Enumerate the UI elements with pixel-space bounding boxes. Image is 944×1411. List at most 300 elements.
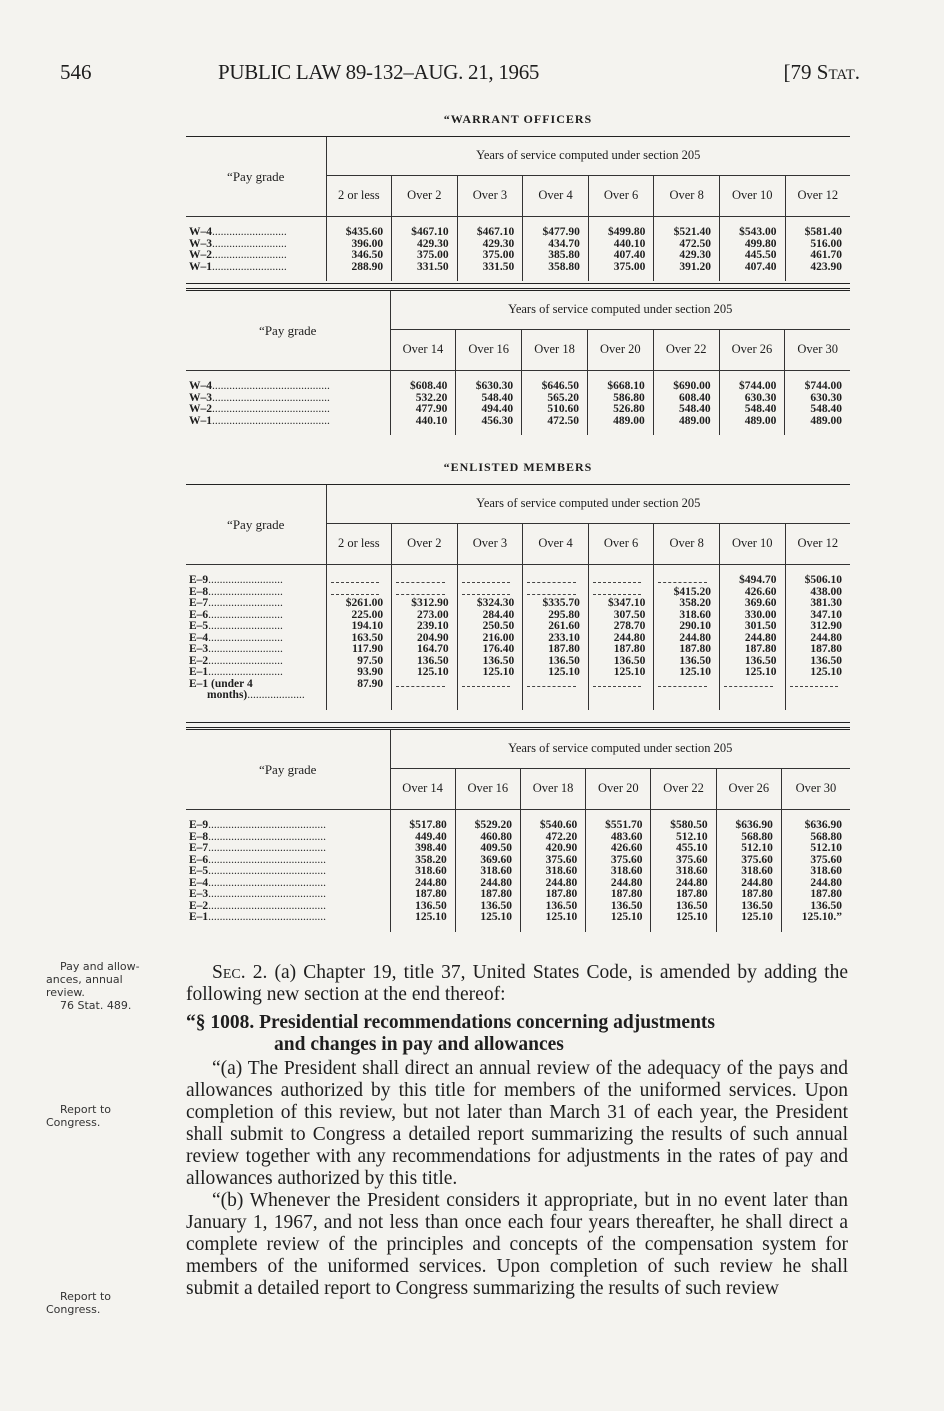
pay-value: 420.90 [545, 842, 578, 854]
pay-value: 176.40 [482, 643, 515, 655]
enlisted-members-table-part1 [186, 484, 850, 710]
margin-note-line: review. [46, 986, 85, 999]
pay-grade-label: E–3 [189, 888, 209, 900]
pay-value-cell [781, 912, 850, 932]
pay-value: 187.80 [545, 888, 578, 900]
pay-value: 396.00 [351, 237, 384, 250]
leader-dots: ......................................... [208, 853, 327, 866]
pay-value-cell [390, 912, 455, 932]
pay-value: 489.00 [744, 414, 777, 427]
pay-grade-label: E–2 [189, 899, 209, 912]
column-header: Over 4 [523, 524, 589, 565]
empty-cell-dash [593, 575, 642, 583]
column-header: Over 14 [390, 330, 456, 371]
years-of-service-header: Years of service computed under section 205 [390, 291, 850, 330]
pay-value: 278.70 [613, 620, 646, 632]
empty-cell-dash [658, 679, 707, 687]
margin-note-citation: 76 Stat. 489. [60, 999, 132, 1012]
pay-value: 375.60 [810, 853, 842, 866]
volume-ref-prefix: [79 [783, 60, 817, 84]
leader-dots: .......................... [212, 226, 287, 238]
pay-grade-label: E–1 (under 4 months) [189, 677, 253, 701]
pay-value-cell [719, 679, 785, 710]
pay-value: 409.50 [480, 842, 512, 854]
pay-value-cell [586, 912, 651, 932]
pay-value: 97.50 [357, 654, 384, 667]
pay-value: $608.40 [409, 380, 448, 392]
pay-value: 398.40 [415, 842, 447, 854]
pay-value: 301.50 [744, 620, 777, 632]
years-of-service-header: Years of service computed under section 205 [326, 485, 850, 524]
pay-value: 445.50 [744, 249, 777, 261]
pay-value-cell [654, 679, 720, 710]
pay-value: 125.10 [679, 666, 711, 678]
column-header: Over 26 [716, 769, 781, 810]
pay-value: 318.60 [545, 865, 578, 877]
pay-value: 125.10 [415, 911, 447, 923]
column-header: Over 3 [457, 176, 523, 217]
pay-value: 288.90 [351, 260, 384, 273]
pay-value: 125.10 [810, 666, 842, 678]
pay-value: 568.80 [741, 830, 773, 843]
pay-grade-label: W–2 [189, 403, 212, 415]
column-header: Over 10 [719, 176, 785, 217]
margin-note-line: Report to [60, 1290, 112, 1303]
pay-value: 93.90 [357, 666, 384, 678]
pay-value: 244.80 [480, 876, 512, 889]
pay-value: 512.10 [741, 842, 773, 854]
pay-value: 358.20 [679, 597, 711, 609]
pay-value: 407.40 [744, 260, 777, 273]
paragraph-a: “(a) The President shall direct an annual review of the adequacy of the pays and allowances authorized by this title for members of the uniformed services. Upon completion of this review, but not later than March 31 of each year, the President shall submit to Congress a detailed report summarizing the results of such annual review together with any recommendations for adjustments in the rates of pay and allowances authorized by this title. [186, 1058, 848, 1189]
empty-cell-dash [593, 679, 642, 687]
pay-value: 136.50 [676, 899, 708, 912]
pay-value: 244.80 [744, 631, 777, 644]
pay-value: $467.10 [476, 226, 515, 238]
table-header-row [186, 730, 850, 769]
column-header: Over 8 [654, 524, 720, 565]
empty-cell-dash [658, 575, 707, 583]
pay-value-cell [523, 575, 589, 587]
column-header: Over 20 [586, 769, 651, 810]
pay-value: 438.00 [810, 585, 842, 598]
spacer-cell [457, 565, 523, 576]
pay-value-cell [457, 262, 523, 282]
pay-value-cell [392, 575, 458, 587]
pay-value: 489.00 [613, 414, 645, 427]
pay-value-cell [392, 262, 458, 282]
pay-value: $636.90 [804, 819, 842, 831]
pay-value: 244.80 [679, 631, 711, 644]
pay-value: 125.10 [545, 911, 578, 923]
column-header: Over 2 [392, 524, 458, 565]
pay-value: 125.10 [676, 911, 708, 923]
pay-grade-label: E–5 [189, 865, 209, 877]
pay-value: 630.30 [744, 391, 777, 404]
pay-value: 331.50 [482, 260, 515, 273]
margin-note-line: Report to [60, 1103, 112, 1116]
pay-grade-label: E–5 [189, 620, 209, 632]
pay-value-cell [588, 667, 654, 679]
empty-cell-dash [396, 575, 445, 583]
pay-value: 426.60 [610, 842, 643, 854]
leader-dots: ......................................... [208, 888, 327, 900]
pay-grade-label: E–2 [189, 654, 209, 667]
table-row [186, 679, 850, 710]
pay-value: 318.60 [741, 865, 773, 877]
pay-value: $668.10 [607, 380, 645, 392]
pay-grade-label: W–3 [189, 237, 212, 250]
pay-value-cell [326, 679, 392, 710]
pay-value: 136.50 [810, 899, 842, 912]
column-header: Over 14 [390, 769, 455, 810]
pay-value: 429.30 [482, 237, 515, 250]
pay-grade-label: E–1 [189, 911, 209, 923]
pay-value: 244.80 [610, 876, 643, 889]
pay-value: 273.00 [417, 608, 449, 621]
pay-grade-label: E–3 [189, 643, 209, 655]
column-header: Over 6 [588, 176, 654, 217]
pay-value: 216.00 [482, 631, 515, 644]
pay-value: 455.10 [676, 842, 708, 854]
pay-value: 375.60 [610, 853, 643, 866]
empty-cell-dash [331, 587, 380, 595]
pay-grade-label: W–1 [189, 414, 212, 427]
pay-value: 187.80 [741, 888, 773, 900]
pay-grade-label: E–7 [189, 842, 209, 854]
column-header: Over 16 [455, 769, 520, 810]
pay-value-cell [392, 667, 458, 679]
pay-value: 187.80 [676, 888, 708, 900]
pay-value-cell [654, 667, 720, 679]
pay-value: 187.80 [548, 643, 580, 655]
pay-value: $467.10 [411, 226, 449, 238]
pay-value: 429.30 [417, 237, 449, 250]
pay-value-cell [390, 416, 456, 436]
pay-value: 295.80 [548, 608, 580, 621]
pay-value: 565.20 [547, 391, 579, 404]
margin-note-pay-review [46, 960, 166, 1012]
leader-dots: .......................... [212, 260, 287, 273]
pay-value: 244.80 [545, 876, 578, 889]
table-row [186, 667, 850, 679]
pay-value: $543.00 [739, 226, 777, 238]
pay-value: 244.80 [415, 876, 447, 889]
pay-value-cell [523, 262, 589, 282]
pay-grade-header: “Pay grade [186, 291, 390, 371]
pay-value: 423.90 [810, 260, 842, 273]
pay-value: $744.00 [739, 380, 777, 392]
table-divider [186, 283, 850, 289]
empty-cell-dash [331, 575, 380, 583]
pay-value: 426.60 [744, 585, 777, 598]
pay-value: 358.80 [548, 260, 580, 273]
pay-value: 125.10 [744, 666, 777, 678]
column-header: 2 or less [326, 524, 392, 565]
pay-value-cell [654, 262, 720, 282]
enlisted-members-title: “ENLISTED MEMBERS [443, 460, 593, 474]
pay-value: 163.50 [351, 631, 384, 644]
pay-value: 307.50 [613, 608, 646, 621]
pay-value: 244.80 [613, 631, 646, 644]
margin-note-report-to-congress [46, 1290, 166, 1316]
pay-value: $646.50 [541, 380, 579, 392]
volume-reference [784, 60, 860, 85]
pay-value: $551.70 [605, 819, 643, 831]
pay-value: 548.40 [678, 403, 711, 415]
pay-value-cell [523, 679, 589, 710]
pay-value-cell [651, 912, 716, 932]
page-header [60, 60, 860, 90]
spacer-cell [654, 565, 720, 576]
pay-grade-label: W–2 [189, 249, 212, 261]
pay-value: $312.90 [411, 597, 449, 609]
pay-grade-label: W–3 [189, 391, 212, 404]
pay-grade-header: “Pay grade [186, 137, 326, 217]
pay-grade-header: “Pay grade [186, 485, 326, 565]
pay-value: 244.80 [676, 876, 708, 889]
pay-value: 125.10 [548, 666, 580, 678]
pay-value: 429.30 [679, 249, 711, 261]
pay-value: 460.80 [480, 830, 512, 843]
pay-value: 136.50 [417, 654, 449, 667]
years-of-service-header: Years of service computed under section 205 [390, 730, 850, 769]
pay-grade-label: E–1 [189, 666, 209, 678]
pay-value-cell [719, 667, 785, 679]
pay-value: 456.30 [481, 414, 514, 427]
column-header: Over 22 [653, 330, 719, 371]
column-header: Over 16 [456, 330, 522, 371]
pay-value: 548.40 [810, 403, 842, 415]
pay-grade-label: W–1 [189, 260, 212, 273]
leader-dots: .......................... [208, 654, 283, 667]
pay-grade-header: “Pay grade [186, 730, 390, 810]
pay-value: 568.80 [810, 830, 842, 843]
table-header-row [186, 485, 850, 524]
pay-value: 136.50 [810, 654, 842, 667]
pay-grade-label: E–6 [189, 608, 209, 621]
spacer-cell [392, 565, 458, 576]
pay-value: 125.10 [613, 666, 646, 678]
column-header: Over 20 [587, 330, 653, 371]
pay-value: $521.40 [673, 226, 711, 238]
pay-value: 312.90 [810, 620, 842, 632]
pay-value-cell [785, 679, 850, 710]
pay-grade-label: W–4 [189, 380, 212, 392]
pay-value: 407.40 [613, 249, 646, 261]
pay-value-cell [326, 262, 392, 282]
pay-value: 472.20 [545, 830, 578, 843]
pay-value: 532.20 [415, 391, 448, 404]
pay-value: 375.60 [545, 853, 578, 866]
empty-cell-dash [527, 679, 576, 687]
pay-value-cell [520, 912, 585, 932]
margin-note-report-to-congress [46, 1103, 166, 1129]
pay-value: 608.40 [678, 391, 711, 404]
pay-value: $540.60 [539, 819, 578, 831]
pay-value: 250.50 [482, 620, 515, 632]
pay-grade-label: E–8 [189, 585, 209, 598]
pay-value: 375.00 [417, 249, 449, 261]
pay-value: 187.80 [610, 888, 643, 900]
pay-value: 512.10 [810, 842, 842, 854]
column-header: Over 4 [523, 176, 589, 217]
pay-value: 136.50 [610, 899, 643, 912]
pay-value: 187.80 [810, 643, 842, 655]
pay-value: 440.10 [613, 237, 646, 250]
pay-value: 136.50 [480, 899, 512, 912]
column-header: Over 8 [654, 176, 720, 217]
pay-value-cell [785, 416, 850, 436]
pay-grade-label: E–9 [189, 574, 209, 586]
pay-value: $744.00 [804, 380, 842, 392]
pay-value: 369.60 [480, 853, 512, 866]
pay-value-cell [457, 679, 523, 710]
enlisted-members-table-part2 [186, 729, 850, 932]
empty-cell-dash [527, 575, 576, 583]
pay-value: $435.60 [345, 226, 384, 238]
pay-value-cell [588, 262, 654, 282]
pay-value: $580.50 [670, 819, 708, 831]
margin-note-line: Congress. [46, 1303, 101, 1316]
pay-value: 239.10 [417, 620, 449, 632]
pay-value: 391.20 [679, 260, 711, 273]
pay-value: 346.50 [351, 249, 384, 261]
pay-value: 204.90 [417, 631, 449, 644]
column-header: Over 3 [457, 524, 523, 565]
pay-value: 434.70 [548, 237, 580, 250]
pay-value: 136.50 [545, 899, 578, 912]
pay-value: 233.10 [548, 631, 580, 644]
pay-value-cell [457, 667, 523, 679]
pay-value: 136.50 [548, 654, 580, 667]
pay-value: 375.60 [676, 853, 708, 866]
pay-value: 516.00 [810, 237, 842, 250]
leader-dots: ......................................... [208, 911, 327, 923]
pay-grade-label: E–6 [189, 853, 209, 866]
pay-value: 512.10 [676, 830, 708, 843]
pay-value: 526.80 [613, 403, 645, 415]
leader-dots: .......................... [208, 585, 283, 598]
pay-value: 136.50 [613, 654, 646, 667]
column-header: Over 6 [588, 524, 654, 565]
pay-value: 318.60 [679, 608, 711, 621]
pay-value: 381.30 [810, 597, 842, 609]
pay-value: 369.60 [744, 597, 777, 609]
leader-dots: .......................... [208, 597, 283, 609]
leader-dots: ......................................... [208, 865, 327, 877]
column-header: Over 22 [651, 769, 716, 810]
pay-value: 489.00 [810, 414, 842, 427]
leader-dots: ......................................... [208, 876, 327, 889]
leader-dots: ......................................... [208, 830, 327, 843]
section-2-intro-text: 2. (a) Chapter 19, title 37, United States Code, is amended by adding the following new section at the end thereof: [186, 962, 848, 1005]
pay-value: $690.00 [673, 380, 711, 392]
pay-value: 136.50 [679, 654, 711, 667]
table-divider [186, 722, 850, 728]
section-1008-heading [186, 1012, 848, 1056]
pay-value: 117.90 [352, 643, 384, 655]
section-2-intro [186, 962, 848, 1006]
table-row [186, 416, 850, 436]
pay-value: 440.10 [415, 414, 448, 427]
table-header-row [186, 291, 850, 330]
empty-cell-dash [593, 587, 642, 595]
pay-value: 510.60 [547, 403, 579, 415]
pay-value: 318.60 [810, 865, 842, 877]
margin-note-line: Congress. [46, 1116, 101, 1129]
section-1008-body [186, 1058, 848, 1300]
pay-value: 125.10 [417, 666, 449, 678]
leader-dots: .......................... [208, 643, 283, 655]
pay-value: 330.00 [744, 608, 777, 621]
pay-value-cell [456, 416, 522, 436]
pay-value: 472.50 [547, 414, 579, 427]
pay-value: $636.90 [735, 819, 773, 831]
pay-value: 375.00 [482, 249, 515, 261]
years-of-service-header: Years of service computed under section 205 [326, 137, 850, 176]
pay-value-cell [587, 416, 653, 436]
pay-value: 483.60 [610, 830, 643, 843]
pay-value-cell [719, 416, 785, 436]
pay-value: 187.80 [744, 643, 777, 655]
pay-value-cell [785, 262, 850, 282]
leader-dots: ......................................... [208, 899, 327, 912]
pay-value: $415.20 [673, 585, 711, 598]
leader-dots: .................... [247, 689, 305, 701]
pay-value: 461.70 [810, 249, 842, 261]
pay-value: 375.60 [741, 853, 773, 866]
pay-value-cell [588, 575, 654, 587]
pay-value: $477.90 [542, 226, 580, 238]
leader-dots: ......................................... [212, 380, 330, 392]
pay-value: 347.10 [810, 608, 842, 621]
empty-cell-dash [790, 679, 838, 687]
pay-value: 477.90 [415, 403, 448, 415]
spacer-cell [326, 565, 392, 576]
pay-grade-label: E–8 [189, 830, 209, 843]
column-header: Over 2 [392, 176, 458, 217]
pay-value: 125.10 [480, 911, 512, 923]
leader-dots: .......................... [208, 574, 283, 586]
leader-dots: .......................... [208, 631, 283, 644]
pay-value: 472.50 [679, 237, 711, 250]
pay-grade-label: W–4 [189, 226, 212, 238]
pay-value-cell [522, 416, 588, 436]
pay-value: $499.80 [608, 226, 646, 238]
pay-grade-label: E–4 [189, 876, 209, 889]
leader-dots: ......................................... [208, 819, 327, 831]
pay-grade-cell [186, 912, 390, 932]
pay-value-cell [653, 416, 719, 436]
leader-dots: .......................... [208, 666, 283, 678]
spacer-cell [588, 565, 654, 576]
pay-value: 290.10 [679, 620, 711, 632]
table-row [186, 912, 850, 932]
pay-value: 187.80 [415, 888, 447, 900]
leader-dots: ......................................... [212, 414, 330, 427]
pay-value: 136.50 [415, 899, 447, 912]
pay-value: 136.50 [741, 899, 773, 912]
spacer-cell [523, 565, 589, 576]
section-1008-heading-line2: and changes in pay and allowances [274, 1034, 564, 1055]
empty-cell-dash [724, 679, 773, 687]
pay-value: 125.10 [741, 911, 773, 923]
pay-value: 87.90 [357, 677, 384, 690]
leader-dots: ......................................... [212, 391, 330, 404]
leader-dots: .......................... [212, 237, 287, 250]
pay-value: 244.80 [810, 631, 842, 644]
